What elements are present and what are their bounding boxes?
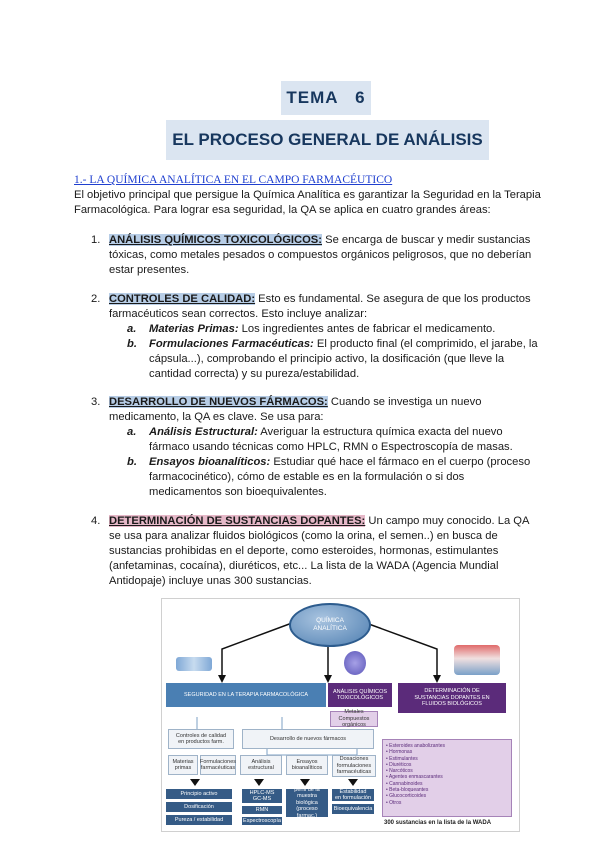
dopantes-label: DETERMINACIÓN DE SUSTANCIAS DOPANTES EN FLUIDOS BIOLÓGICOS [414,688,490,708]
center-bubble [289,603,371,647]
arrow-mid [324,675,332,683]
item-number: 3. [91,396,101,408]
sub-item [127,322,539,337]
intro-paragraph: El objetivo principal que persigue la Química Analítica es garantizar la Seguridad en la Terapia Farmacológica. Para lograr esa seguridad, la QA se aplica en cuatro grandes áreas: [74,189,541,216]
rmn-label: RMN [255,806,269,813]
item-number: 4. [91,515,101,527]
connector-left [222,623,292,677]
espectro-box [242,817,282,825]
page-title-text: EL PROCESO GENERAL DE ANÁLISIS [172,130,483,149]
item-label: DETERMINACIÓN DE SUSTANCIAS DOPANTES: [109,515,366,527]
sub-item [127,337,539,382]
metales-box [330,711,378,727]
sub-letter: b. [127,456,137,468]
sub-letter: a. [127,323,137,335]
espectro-label: Espectroscopía [243,817,281,824]
center-label: QUÍMICA ANALÍTICA [313,617,347,632]
pk-box [286,786,328,819]
formulaciones-label: Formulaciones farmacéuticas [199,758,237,771]
sub-label: Ensayos bioanalíticos: [149,456,271,468]
sub-letter: a. [127,426,137,438]
dosificacion-label: Dosificación [184,803,214,810]
item-text: Cuando se investiga un nuevo medicamento, la QA es clave. Se usa para: [109,396,482,423]
arrow-left [218,675,226,683]
toxicologicos-band [328,683,392,707]
tema-badge [281,81,371,115]
dopantes-band [398,683,506,713]
sub-text: Los ingredientes antes de fabricar el medicamento. [238,323,496,335]
arrow-down-icon [190,779,200,786]
item-label: ANÁLISIS QUÍMICOS TOXICOLÓGICOS: [109,234,322,246]
connector-right [366,623,437,677]
pureza-box [166,815,232,825]
sub-item [127,425,539,455]
sub-item [127,455,539,500]
item-label: CONTROLES DE CALIDAD: [109,293,256,305]
seguridad-band [166,683,326,707]
vial-icon [344,651,366,675]
pk-label: perfil de la muestra biológica (proceso farmac.) [294,786,320,819]
bioequivalencia-label: Bioequivalencia [333,805,373,812]
analisis-estructural-label: Análisis estructural [248,758,274,771]
dosificacion-box [166,802,232,812]
ensayos-box [286,755,328,775]
principio-label: Principio activo [180,790,218,797]
diagram-figure [161,598,520,832]
formulaciones-box [200,755,236,775]
page-title [166,120,489,160]
sub-text: Averiguar la estructura química exacta del nuevo fármaco usando técnicas como HPLC, RMN o Espectroscopía de masas. [149,426,513,453]
sub-text: El producto final (el comprimido, el jarabe, la cápsula...), comprobando el principio activo, la dosificación (que lleve la cantidad correcta) y su pureza/estabilidad. [149,338,538,380]
item-text: Un campo muy conocido. La QA se usa para analizar fluidos biológicos (como la orina, el semen..) en busca de sustancias prohibidas en el deporte, como esteroides, hormonas, estimulantes (anfetaminas, cocaína), diuréticos, etc... La lista de la WADA (Agencia Mundial Antidopaje) incluye unas 300 sustancias. [109,515,529,587]
sub-label: Análisis Estructural: [149,426,258,438]
list-item-toxicologicos [91,233,539,278]
arrow-down-icon [348,779,358,786]
connector-sub [197,717,282,729]
bioequivalencia-box [332,804,374,814]
hplc-box [242,789,282,803]
sub-text: Estudiar qué hace el fármaco en el cuerpo (proceso farmacocinético), cómo de estable es en la formulación o si dos medicamentos son bioequivalentes. [149,456,531,498]
sub-letter: b. [127,338,137,350]
toxicologicos-label: ANÁLISIS QUÍMICOS TOXICOLÓGICOS [332,688,388,701]
estabilidad-box [332,789,374,801]
dosificaciones-box [332,755,376,777]
item-number: 1. [91,234,101,246]
controles-box [168,729,234,749]
tubes-icon [454,645,500,675]
materias-box [168,755,198,775]
dosificaciones-label: Dosaciones formulaciones farmacéuticas [336,756,372,776]
rmn-box [242,806,282,814]
sub-label: Formulaciones Farmacéuticas: [149,338,314,350]
tema-label: TEMA 6 [286,88,366,107]
item-text: Esto es fundamental. Se asegura de que los productos farmacéuticos sean correctos. Esto incluye analizar: [109,293,531,320]
list-item-dopantes [91,514,539,589]
desarrollo-box [242,729,374,749]
seguridad-label: SEGURIDAD EN LA TERAPIA FARMACOLÓGICA [184,691,308,698]
pureza-label: Pureza / estabilidad [174,816,224,823]
sub-label: Materias Primas: [149,323,239,335]
pills-icon [176,657,212,671]
arrow-down-icon [254,779,264,786]
wada-list-box: • Esteroides anabolizantes • Hormonas • Estimulantes • Diuréticos • Narcóticos • Agentes enmascarantes • Cannabinoides • Beta-bloqueantes • Glucocorticoides • Otros [382,739,512,817]
estabilidad-label: Estabilidad en formulación [334,788,372,801]
item-number: 2. [91,293,101,305]
arrow-down-icon [300,779,310,786]
materias-label: Materias primas [172,758,194,771]
hplc-label: HPLC-MS GC-MS [249,789,275,802]
principio-box [166,789,232,799]
list-item-controles [91,292,539,382]
wada-caption: 300 sustancias en la lista de la WADA [384,820,492,826]
metales-label: Metales Compuestos orgánicos [338,709,370,729]
item-text: Se encarga de buscar y medir sustancias tóxicas, como metales pesados o compuestos orgánicos peligrosos, que no deberían estar presentes. [109,234,532,276]
list-item-desarrollo [91,395,539,500]
controles-label: Controles de calidad en productos farm. [175,732,227,745]
desarrollo-label: Desarrollo de nuevos fármacos [269,735,347,742]
ensayos-label: Ensayos bioanalíticos [291,758,323,771]
section-heading: 1.- LA QUÍMICA ANALÍTICA EN EL CAMPO FARMACÉUTICO [74,174,393,186]
arrow-right [433,675,441,683]
item-label: DESARROLLO DE NUEVOS FÁRMACOS: [109,396,328,408]
analisis-estructural-box [240,755,282,775]
